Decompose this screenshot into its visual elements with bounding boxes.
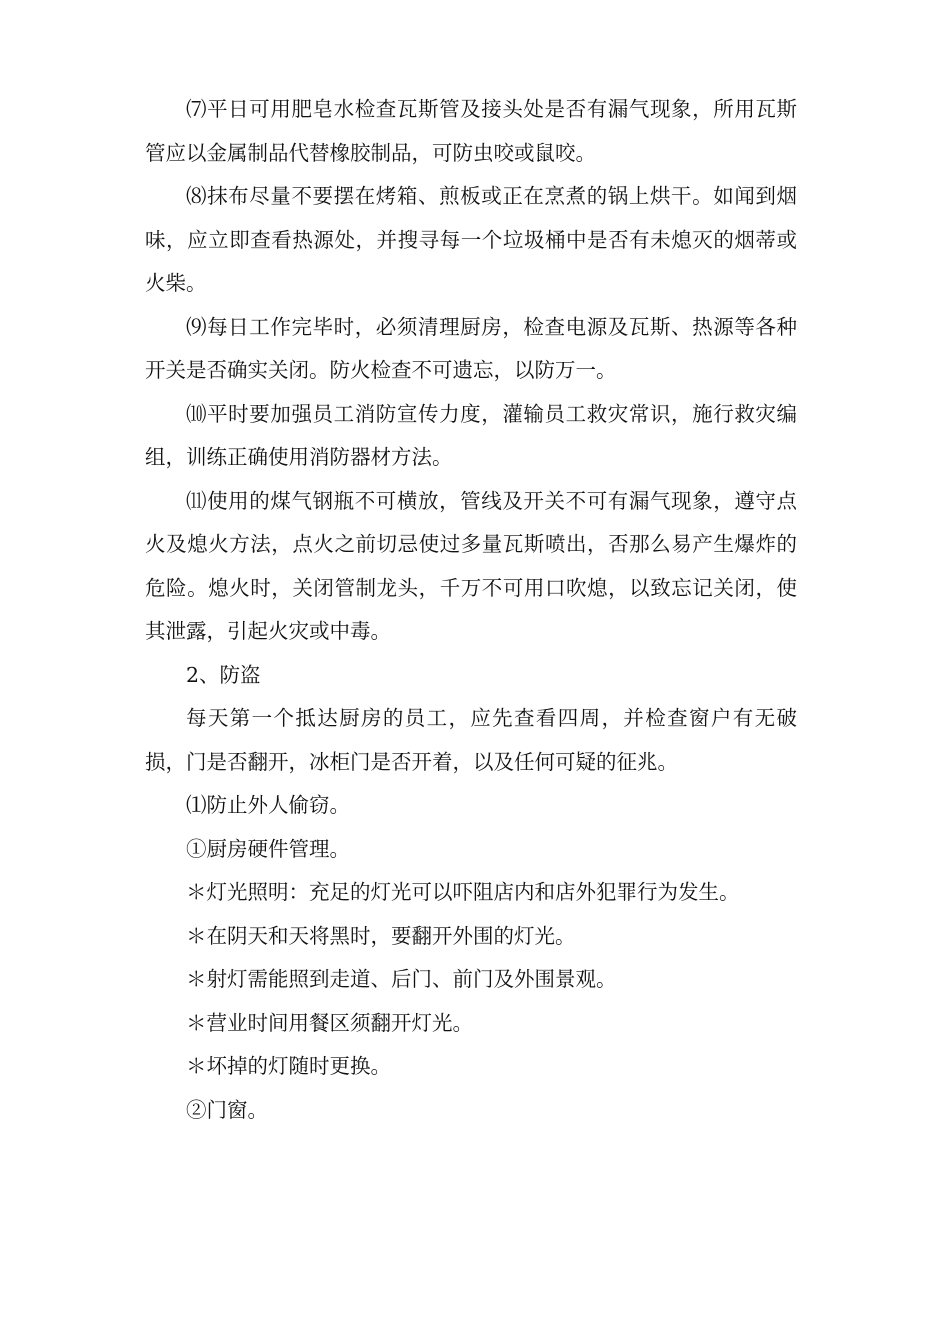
paragraph-staff-training: ⑽平时要加强员工消防宣传力度，灌输员工救灾常识，施行救灾编组，训练正确使用消防器材方法。 xyxy=(145,401,797,469)
paragraph-daily-shutdown: ⑼每日工作完毕时，必须清理厨房，检查电源及瓦斯、热源等各种开关是否确实关闭。防火检查不可遗忘，以防万一。 xyxy=(145,314,797,382)
bullet-replace-lights: ＊坏掉的灯随时更换。 xyxy=(186,1054,391,1078)
bullet-spotlights: ＊射灯需能照到走道、后门、前门及外围景观。 xyxy=(186,967,617,991)
subheading-prevent-outsider-theft: ⑴防止外人偷窃。 xyxy=(186,793,350,817)
paragraph-cloth-drying: ⑻抹布尽量不要摆在烤箱、煎板或正在烹煮的锅上烘干。如闻到烟味，应立即查看热源处，并搜寻每一个垃圾桶中是否有未熄灭的烟蒂或火柴。 xyxy=(145,184,797,295)
paragraph-gas-cylinder: ⑾使用的煤气钢瓶不可横放，管线及开关不可有漏气现象，遵守点火及熄火方法，点火之前切忌使过多量瓦斯喷出，否那么易产生爆炸的危险。熄火时，关闭管制龙头，千万不可用口吹熄，以致忘记关闭，使其泄露，引起火灾或中毒。 xyxy=(145,488,797,643)
paragraph-first-arrival-check: 每天第一个抵达厨房的员工，应先查看四周，并检查窗户有无破损，门是否翻开，冰柜门是否开着，以及任何可疑的征兆。 xyxy=(145,706,797,774)
document-page xyxy=(145,88,797,1132)
subheading-doors-windows: ②门窗。 xyxy=(186,1097,268,1122)
bullet-lighting: ＊灯光照明：充足的灯光可以吓阻店内和店外犯罪行为发生。 xyxy=(186,880,740,904)
section-heading-theft-prevention: 2、防盗 xyxy=(186,662,261,687)
bullet-dusk-lights: ＊在阴天和天将黑时，要翻开外围的灯光。 xyxy=(186,923,576,948)
paragraph-gas-pipe-check: ⑺平日可用肥皂水检查瓦斯管及接头处是否有漏气现象，所用瓦斯管应以金属制品代替橡胶制品，可防虫咬或鼠咬。 xyxy=(145,97,797,165)
bullet-dining-lights: ＊营业时间用餐区须翻开灯光。 xyxy=(186,1010,473,1035)
subheading-hardware-management: ①厨房硬件管理。 xyxy=(186,836,350,861)
